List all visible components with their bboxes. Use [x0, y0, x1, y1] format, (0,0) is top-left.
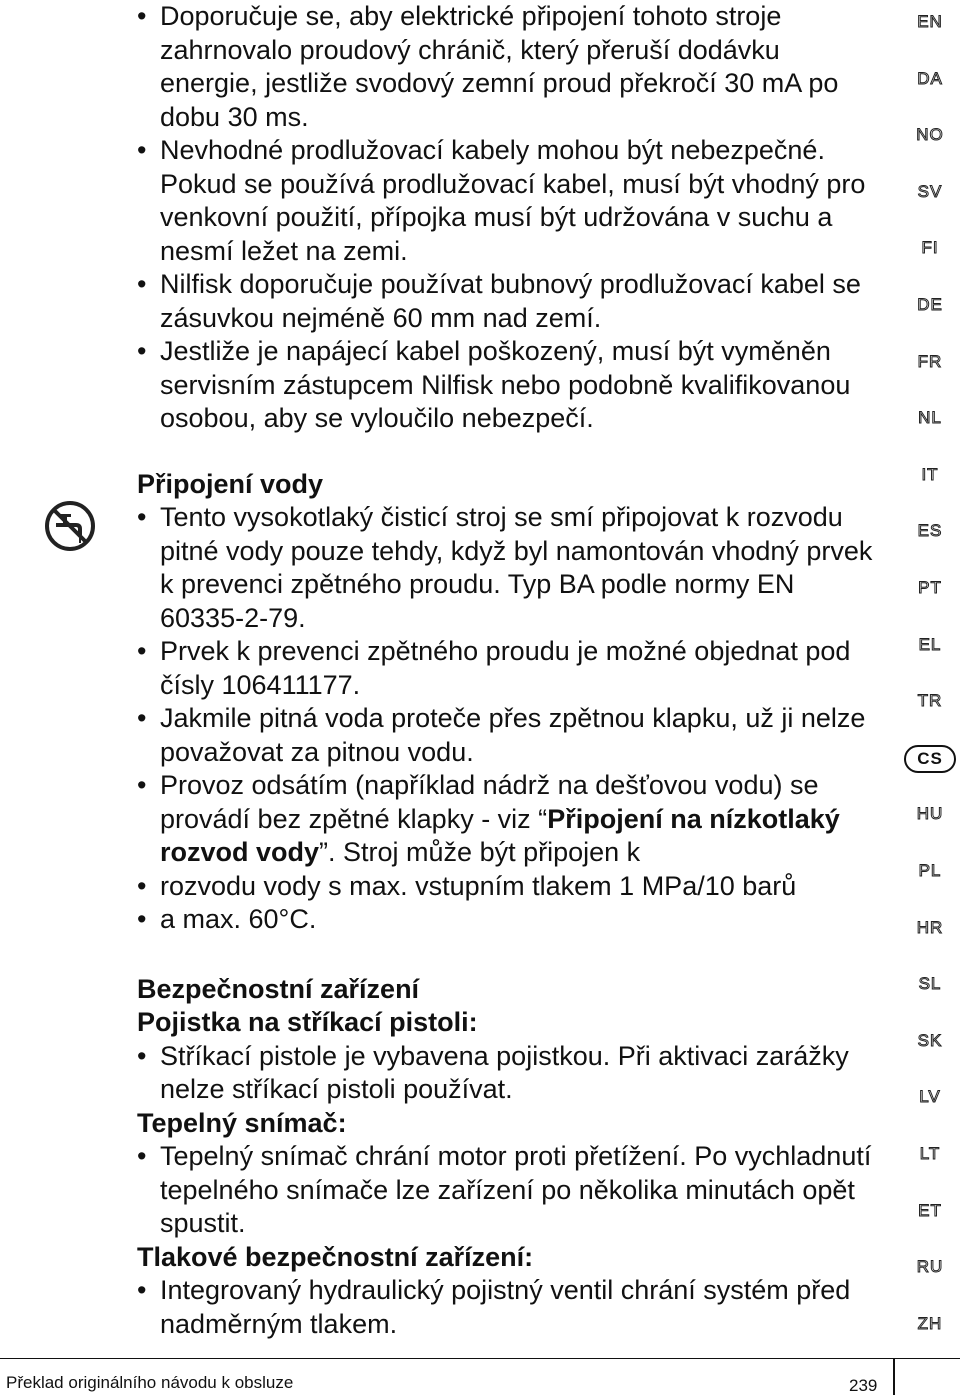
list-item: • Stříkací pistole je vybavena pojistkou. Při aktivaci zarážky nelze stříkací pistoli používat. — [137, 1040, 877, 1107]
cross-reference: Připojení na nízkotlaký rozvod vody — [160, 803, 840, 867]
no-drinking-water-icon — [44, 500, 96, 552]
list-item: • Jakmile pitná voda proteče přes zpětnou klapku, už ji nelze považovat za pitnou vodu. — [137, 702, 877, 769]
list-item: • Jestliže je napájecí kabel poškozený, musí být vyměněn servisním zástupcem Nilfisk nebo podobně kvalifikovanou osobou, aby se vyloučilo nebezpečí. — [137, 335, 877, 436]
footer-title: Překlad originálního návodu k obsluze — [6, 1373, 294, 1392]
item-text: Provoz odsátím (například nádrž na dešťovou vodu) se provádí bez zpětné klapky - viz “ — [160, 770, 819, 834]
gun-lock-list — [137, 1040, 877, 1107]
list-item: • Tento vysokotlaký čisticí stroj se smí připojovat k rozvodu pitné vody pouze tehdy, když byl namontován vhodný prvek k prevenci zpětného proudu. Typ BA podle normy EN 60335-2-79. — [137, 501, 877, 635]
list-item: • Nevhodné prodlužovací kabely mohou být nebezpečné. Pokud se používá prodlužovací kabel, musí být vhodný pro venkovní použití, přípojka musí být udržována v suchu a nesmí ležet na zemi. — [137, 134, 877, 268]
water-connection-list — [137, 501, 877, 937]
language-tab-da: DA — [917, 68, 943, 88]
list-item: • Tepelný snímač chrání motor proti přetížení. Po vychladnutí tepelného snímače lze zařízení po několika minutách opět spustit. — [137, 1140, 877, 1241]
language-tab-hu: HU — [916, 804, 944, 824]
language-tab-cs: CS — [904, 745, 956, 773]
safety-devices-section — [137, 973, 877, 1342]
list-item: • a max. 60°C. — [137, 903, 877, 937]
language-tab-zh: ZH — [917, 1313, 943, 1333]
language-tab-lv: LV — [919, 1087, 941, 1107]
pressure-device-list — [137, 1274, 877, 1341]
section-heading: Připojení vody — [137, 468, 324, 499]
language-tab-it: IT — [921, 464, 939, 484]
language-tab-es: ES — [917, 521, 943, 541]
language-tab-et: ET — [918, 1200, 942, 1220]
thermal-sensor-list — [137, 1140, 877, 1241]
language-tab-el: EL — [918, 634, 942, 654]
language-tab-pt: PT — [918, 578, 942, 597]
language-tab-sk: SK — [917, 1030, 943, 1050]
list-item: • Nilfisk doporučuje používat bubnový prodlužovací kabel se zásuvkou nejméně 60 mm nad zemí. — [137, 268, 877, 335]
section-heading: Bezpečnostní zařízení — [137, 973, 420, 1004]
subheading: Tepelný snímač: — [137, 1107, 347, 1138]
subheading: Tlakové bezpečnostní zařízení: — [137, 1241, 534, 1272]
page-number: 239 — [849, 1376, 878, 1395]
list-item — [137, 769, 877, 870]
language-tab-sv: SV — [917, 181, 943, 201]
list-item: • Doporučuje se, aby elektrické připojení tohoto stroje zahrnovalo proudový chránič, který přeruší dodávku energie, jestliže svodový zemní proud překročí 30 mA po dobu 30 ms. — [137, 0, 877, 134]
language-tab-fi: FI — [921, 238, 939, 258]
list-item: • rozvodu vody s max. vstupním tlakem 1 MPa/10 barů — [137, 870, 877, 904]
language-tab-nl: NL — [918, 408, 942, 428]
subheading: Pojistka na stříkací pistoli: — [137, 1007, 478, 1037]
language-tab-ru: RU — [916, 1257, 944, 1277]
item-text: ”. Stroj může být připojen k — [319, 837, 641, 867]
water-connection-section — [137, 468, 877, 937]
language-tab-pl: PL — [918, 861, 942, 880]
language-tab-hr: HR — [916, 917, 944, 937]
list-item: • Prvek k prevenci zpětného proudu je možné objednat pod čísly 106411177. — [137, 635, 877, 702]
language-tab-de: DE — [917, 295, 943, 314]
language-tab-lt: LT — [919, 1144, 941, 1163]
language-tab-fr: FR — [917, 351, 943, 371]
footer-divider — [893, 1359, 895, 1395]
page-footer — [0, 1358, 960, 1395]
language-tab-sl: SL — [918, 974, 942, 994]
manual-content — [137, 0, 877, 1341]
language-tab-en: EN — [917, 12, 943, 31]
list-item: • Integrovaný hydraulický pojistný ventil chrání systém před nadměrným tlakem. — [137, 1274, 877, 1341]
language-tab-tr: TR — [917, 691, 943, 711]
electrical-safety-list — [137, 0, 877, 436]
language-tab-no: NO — [916, 125, 944, 145]
